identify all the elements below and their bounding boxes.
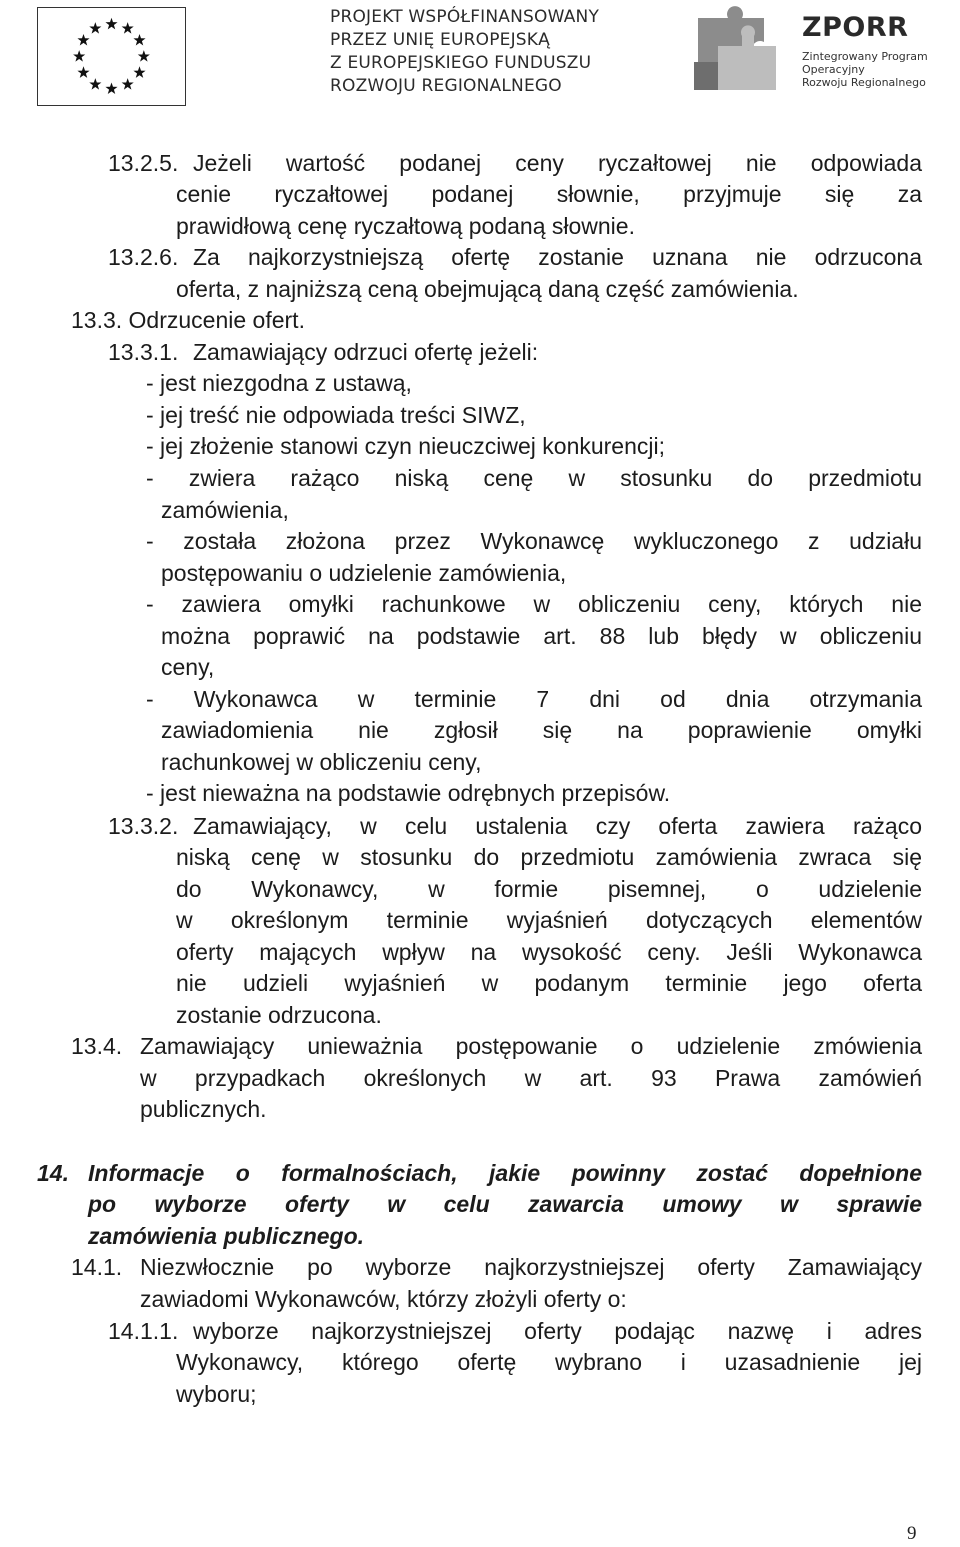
list-item: - jej złożenie stanowi czyn nieuczciwej konkurencji; xyxy=(146,433,666,459)
text-line: Jeżeli wartość podanej ceny ryczałtowej nie odpowiada xyxy=(193,150,922,176)
text-line: wyborze najkorzystniejszej oferty podając nazwę i adres xyxy=(193,1318,922,1344)
star-icon xyxy=(77,34,89,46)
list-item: - jest nieważna na podstawie odrębnych przepisów. xyxy=(146,780,671,806)
project-line: Z EUROPEJSKIEGO FUNDUSZU xyxy=(330,53,592,73)
text-line: zostanie odrzucona. xyxy=(176,1002,382,1028)
eu-stars-icon xyxy=(38,8,185,105)
star-icon xyxy=(89,78,101,90)
section-heading: zamówienia publicznego. xyxy=(88,1223,365,1249)
text-line: w przypadkach określonych w art. 93 Prawa zamówień xyxy=(140,1065,922,1091)
clause-number: 14.1.1. xyxy=(108,1318,179,1344)
zporr-logo xyxy=(688,6,928,96)
zporr-subtitle-line: Operacyjny xyxy=(802,63,865,76)
text-line: prawidłową cenę ryczałtową podaną słownie. xyxy=(176,213,635,239)
zporr-title: ZPORR xyxy=(802,12,909,43)
clause-number: 14.1. xyxy=(71,1254,123,1280)
text-line: można poprawić na podstawie art. 88 lub błędy w obliczeniu xyxy=(161,623,922,649)
text-line: oferty mających wpływ na wysokość ceny. Jeśli Wykonawca xyxy=(176,939,922,965)
text-line: Zamawiający unieważnia postępowanie o udzielenie zmówienia xyxy=(140,1033,922,1059)
clause-number: 13.3.1. xyxy=(108,339,179,365)
star-icon xyxy=(89,22,101,34)
list-item: - jej treść nie odpowiada treści SIWZ, xyxy=(146,402,526,428)
text-line: oferta, z najniższą ceną obejmującą daną część zamówienia. xyxy=(176,276,799,302)
section-heading: Informacje o formalnościach, jakie powinny zostać dopełnione xyxy=(88,1160,922,1186)
text-line: Niezwłocznie po wyborze najkorzystniejszej oferty Zamawiający xyxy=(140,1254,922,1280)
text-line: Zamawiający, w celu ustalenia czy oferta zawiera rażąco xyxy=(193,813,922,839)
text-line: nie udzieli wyjaśnień w podanym terminie jego oferta xyxy=(176,970,922,996)
list-item: - zawiera omyłki rachunkowe w obliczeniu ceny, których nie xyxy=(146,591,922,617)
star-icon xyxy=(77,66,89,78)
star-icon xyxy=(105,18,117,30)
text-line: Wykonawcy, którego ofertę wybrano i uzasadnienie jej xyxy=(176,1349,922,1375)
text-line: zawiadomienia nie zgłosił się na poprawienie omyłki xyxy=(161,717,922,743)
text-line: w określonym terminie wyjaśnień dotyczących elementów xyxy=(176,907,922,933)
section-heading: 13.3. Odrzucenie ofert. xyxy=(71,307,305,333)
list-item: - została złożona przez Wykonawcę wykluczonego z udziału xyxy=(146,528,922,554)
project-line: PRZEZ UNIĘ EUROPEJSKĄ xyxy=(330,30,550,50)
star-icon xyxy=(73,50,85,62)
section-number: 14. xyxy=(37,1160,69,1186)
text-line: wyboru; xyxy=(176,1381,257,1407)
text-line: postępowaniu o udzielenie zamówienia, xyxy=(161,560,567,586)
clause-number: 13.2.5. xyxy=(108,150,179,176)
star-icon xyxy=(138,50,150,62)
text-line: zamówienia, xyxy=(161,497,289,523)
star-icon xyxy=(133,66,145,78)
text-line: publicznych. xyxy=(140,1096,267,1122)
page-number: 9 xyxy=(907,1523,917,1544)
zporr-subtitle-line: Rozwoju Regionalnego xyxy=(802,76,926,89)
list-item: - Wykonawca w terminie 7 dni od dnia otrzymania xyxy=(146,686,922,712)
star-icon xyxy=(105,82,117,94)
project-line: ROZWOJU REGIONALNEGO xyxy=(330,76,562,96)
star-icon xyxy=(122,22,134,34)
star-icon xyxy=(122,78,134,90)
clause-number: 13.2.6. xyxy=(108,244,179,270)
section-heading: po wyborze oferty w celu zawarcia umowy w sprawie xyxy=(88,1191,922,1217)
clause-number: 13.4. xyxy=(71,1033,123,1059)
text-line: Zamawiający odrzuci ofertę jeżeli: xyxy=(193,339,539,365)
text-line: cenie ryczałtowej podanej słownie, przyjmuje się za xyxy=(176,181,922,207)
star-icon xyxy=(133,34,145,46)
text-line: Za najkorzystniejszą ofertę zostanie uznana nie odrzucona xyxy=(193,244,922,270)
project-line: PROJEKT WSPÓŁFINANSOWANY xyxy=(330,7,600,27)
project-cofinancing-text xyxy=(330,6,630,98)
text-line: zawiadomi Wykonawców, którzy złożyli oferty o: xyxy=(140,1286,627,1312)
text-line: niską cenę w stosunku do przedmiotu zamówienia zwraca się xyxy=(176,844,922,870)
puzzle-icon xyxy=(688,6,788,98)
list-item: - zwiera rażąco niską cenę w stosunku do przedmiotu xyxy=(146,465,922,491)
clause-number: 13.3.2. xyxy=(108,813,179,839)
text-line: ceny, xyxy=(161,654,215,680)
zporr-subtitle xyxy=(802,50,928,89)
text-line: rachunkowej w obliczeniu ceny, xyxy=(161,749,482,775)
list-item: - jest niezgodna z ustawą, xyxy=(146,370,412,396)
text-line: do Wykonawcy, w formie pisemnej, o udzielenie xyxy=(176,876,922,902)
zporr-subtitle-line: Zintegrowany Program xyxy=(802,50,928,63)
eu-flag-logo xyxy=(37,7,186,106)
